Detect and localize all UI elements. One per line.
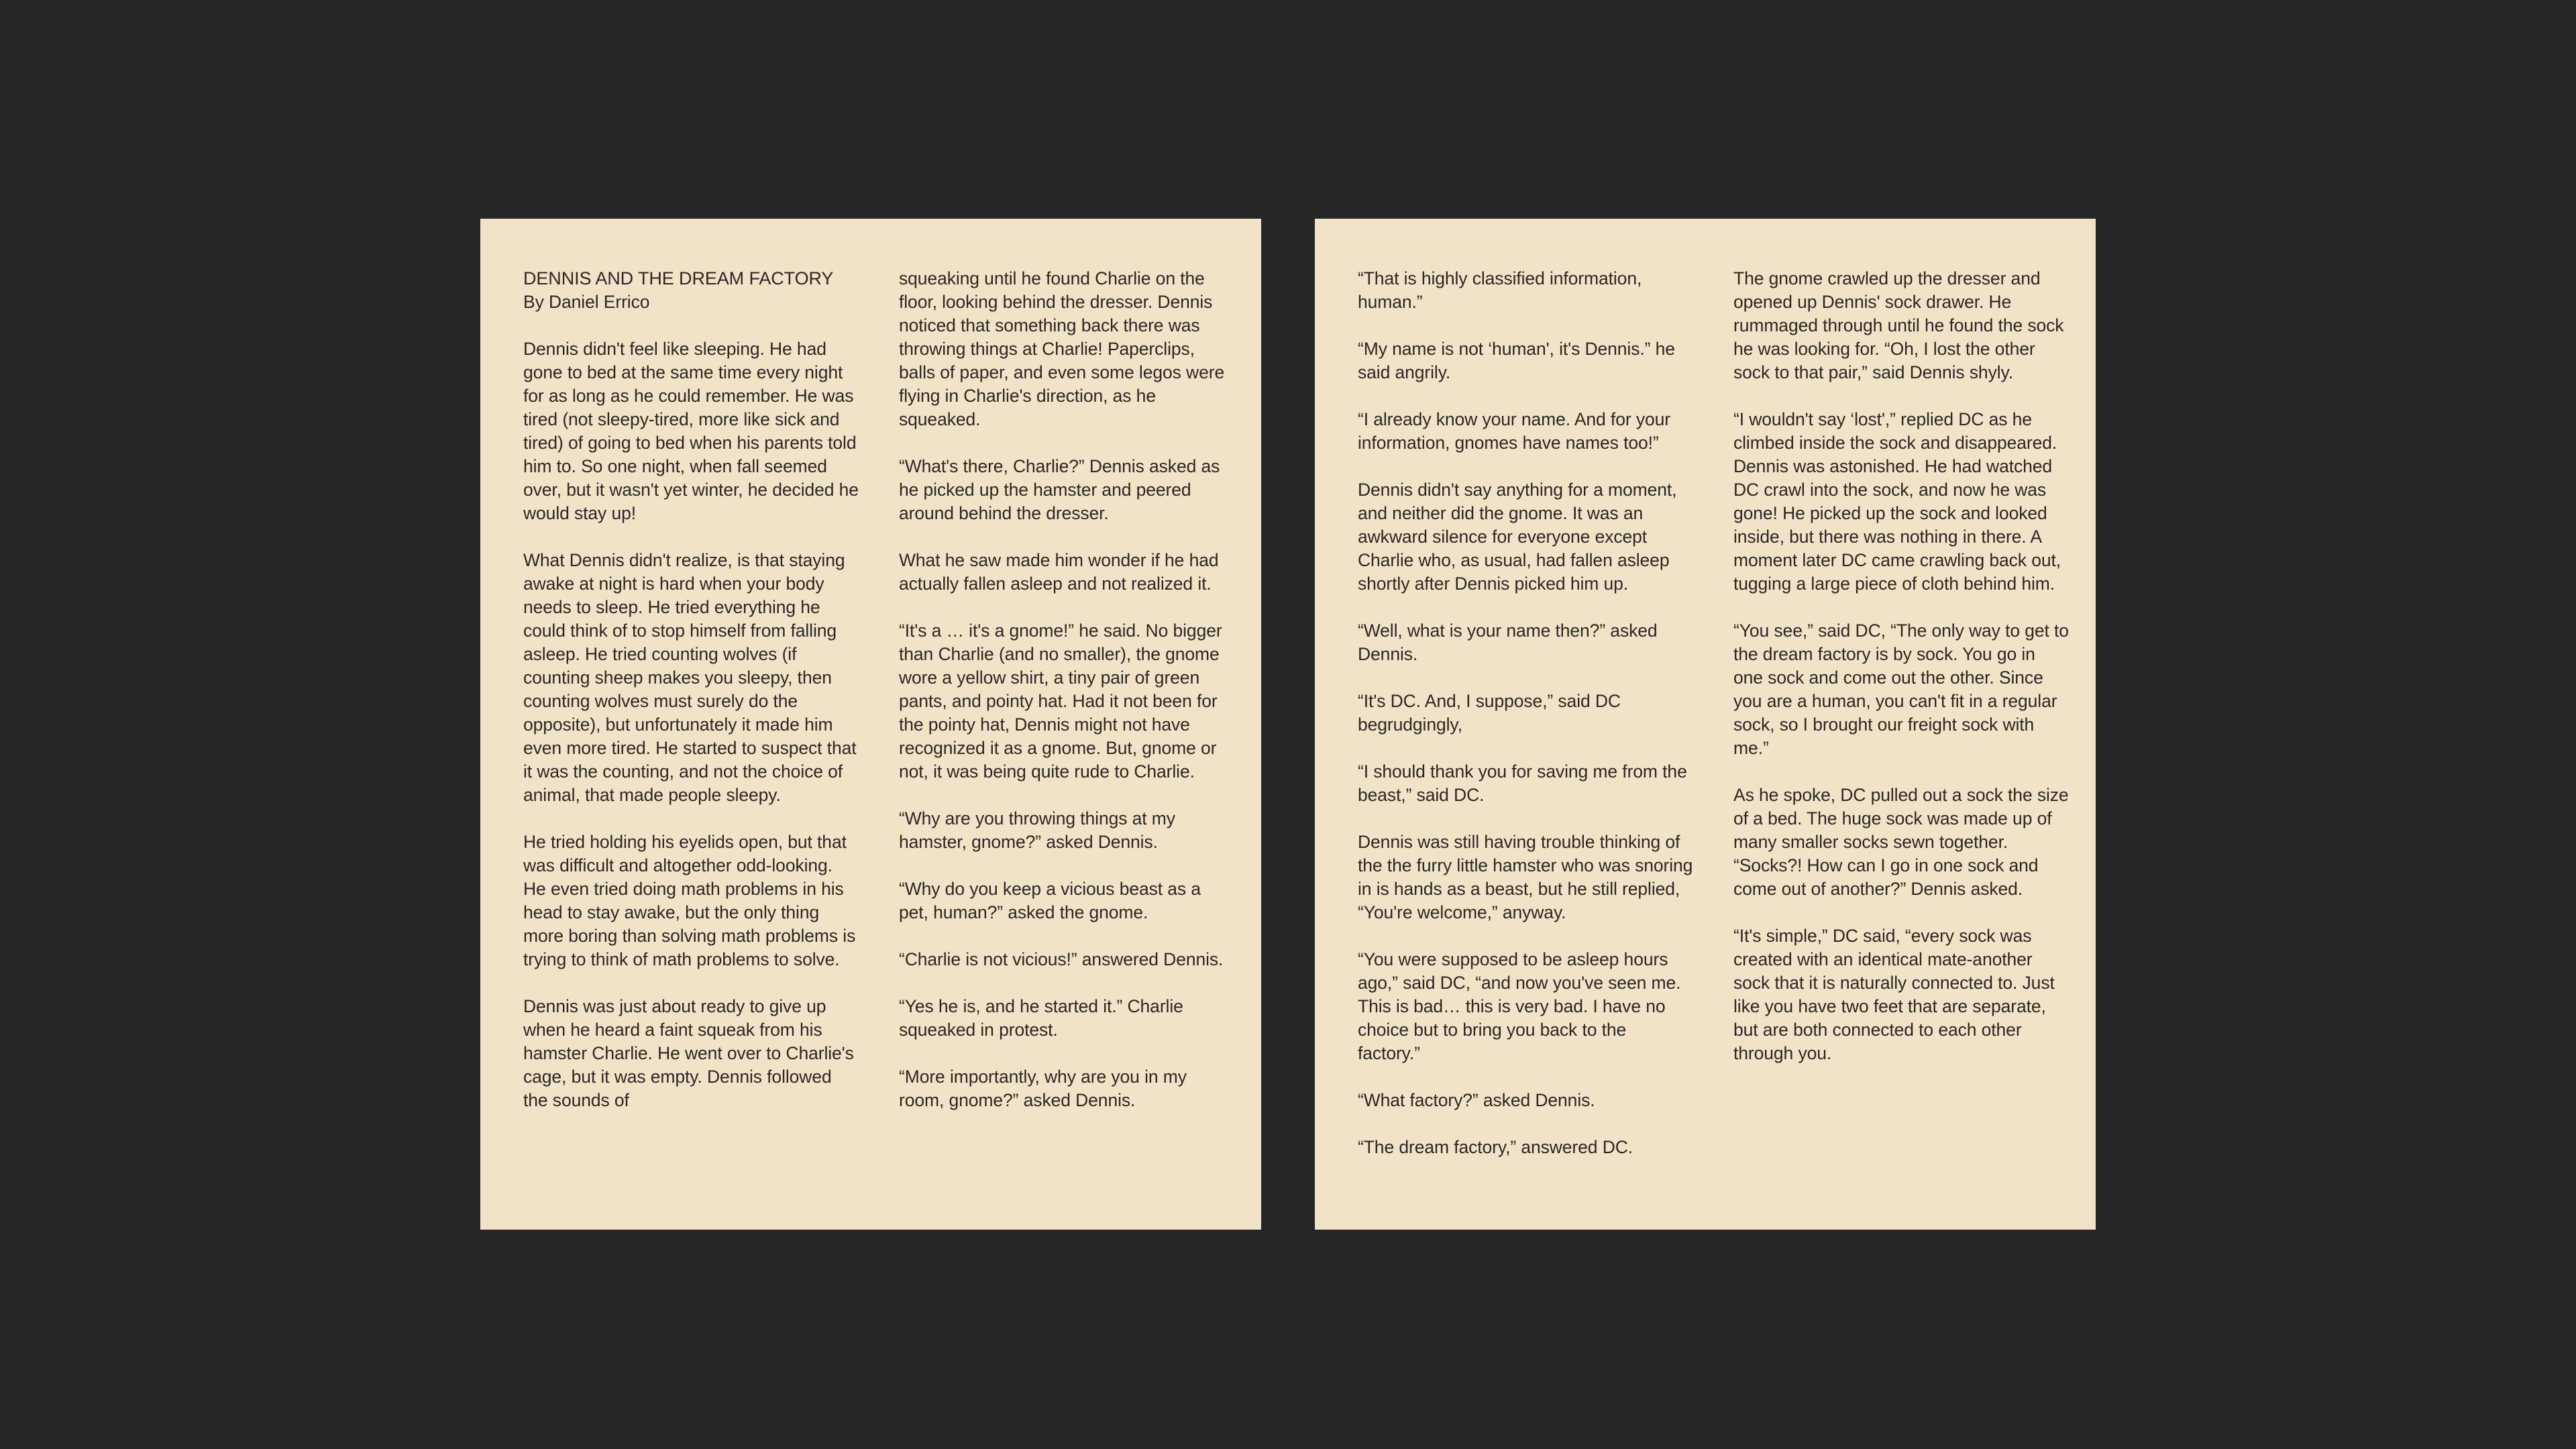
- paragraph: “I should thank you for saving me from the beast,” said DC.: [1358, 761, 1687, 805]
- paragraph: Dennis didn't feel like sleeping. He had gone to bed at the same time every night for as long as he could remember. He was tired (not sleepy-tired, more like sick and tired) of going to bed when his parents told him to. So one night, when fall seemed over, but it wasn't yet winter, he decided he would stay up!: [523, 339, 859, 523]
- paragraph: As he spoke, DC pulled out a sock the size of a bed. The huge sock was made up of many smaller socks sewn together. “Socks?! How can I go in one sock and come out of another?” Dennis asked.: [1733, 785, 2069, 899]
- page-right: [1315, 219, 2096, 1230]
- paragraph: “It's simple,” DC said, “every sock was created with an identical mate-another sock that it is naturally connected to. Just like you have two feet that are separate, but are both connected to each other through you.: [1733, 926, 2055, 1063]
- column-2: [899, 267, 1234, 1136]
- paragraph: Dennis was still having trouble thinking of the the furry little hamster who was snoring in is hands as a beast, but he still replied, “You're welcome,” anyway.: [1358, 832, 1693, 922]
- paragraph: “I already know your name. And for your information, gnomes have names too!”: [1358, 409, 1670, 453]
- page-left: [480, 219, 1261, 1230]
- paragraph: He tried holding his eyelids open, but that was difficult and altogether odd-looking. He even tried doing math problems in his head to stay awake, but the only thing more boring than solving math problems is trying to think of math problems to solve.: [523, 832, 856, 969]
- paragraph: The gnome crawled up the dresser and opened up Dennis' sock drawer. He rummaged through until he found the sock he was looking for. “Oh, I lost the other sock to that pair,” said Dennis shyly.: [1733, 268, 2064, 382]
- paragraph: “You see,” said DC, “The only way to get to the dream factory is by sock. You go in one sock and come out the other. Since you are a human, you can't fit in a regular sock, so I brought our freight sock with me.”: [1733, 621, 2069, 758]
- column-3: [1358, 267, 1693, 1183]
- paragraph: “More importantly, why are you in my room, gnome?” asked Dennis.: [899, 1067, 1187, 1110]
- story-byline: By Daniel Errico: [523, 292, 650, 312]
- column-1: [523, 267, 859, 1136]
- paragraph: squeaking until he found Charlie on the floor, looking behind the dresser. Dennis noticed that something back there was throwing things at Charlie! Paperclips, balls of paper, and even some legos were flying in Charlie's direction, as he squeaked.: [899, 268, 1225, 429]
- paragraph: What he saw made him wonder if he had actually fallen asleep and not realized it.: [899, 550, 1219, 594]
- paragraph: “That is highly classified information, human.”: [1358, 268, 1642, 312]
- paragraph: “You were supposed to be asleep hours ago,” said DC, “and now you've seen me. This is bad… this is very bad. I have no choice but to bring you back to the factory.”: [1358, 949, 1681, 1063]
- paragraph: “It's DC. And, I suppose,” said DC begrudgingly,: [1358, 691, 1621, 735]
- paragraph: “Well, what is your name then?” asked Dennis.: [1358, 621, 1658, 664]
- paragraph: “It's a … it's a gnome!” he said. No bigger than Charlie (and no smaller), the gnome wore a yellow shirt, a tiny pair of green pants, and pointy hat. Had it not been for the pointy hat, Dennis might not have recognized it as a gnome. But, gnome or not, it was being quite rude to Charlie.: [899, 621, 1222, 782]
- paragraph: “What's there, Charlie?” Dennis asked as he picked up the hamster and peered around behind the dresser.: [899, 456, 1220, 523]
- paragraph: What Dennis didn't realize, is that staying awake at night is hard when your body needs to sleep. He tried everything he could think of to stop himself from falling asleep. He tried counting wolves (if counting sheep makes you sleepy, then counting wolves must surely do the opposite), but unfortunately it made him even more tired. He started to suspect that it was the counting, and not the choice of animal, that made people sleepy.: [523, 550, 857, 805]
- paragraph: “What factory?” asked Dennis.: [1358, 1090, 1595, 1110]
- paragraph: Dennis didn't say anything for a moment, and neither did the gnome. It was an awkward silence for everyone except Charlie who, as usual, had fallen asleep shortly after Dennis picked him up.: [1358, 480, 1677, 594]
- paragraph: “My name is not ‘human', it's Dennis.” he said angrily.: [1358, 339, 1675, 382]
- paragraph: Dennis was just about ready to give up when he heard a faint squeak from his hamster Charlie. He went over to Charlie's cage, but it was empty. Dennis followed the sounds of: [523, 996, 854, 1110]
- paragraph: “Charlie is not vicious!” answered Dennis.: [899, 949, 1224, 969]
- paragraph: “I wouldn't say ‘lost',” replied DC as he climbed inside the sock and disappeared. Dennis was astonished. He had watched DC crawl into the sock, and now he was gone! He picked up the sock and looked inside, but there was nothing in there. A moment later DC came crawling back out, tugging a large piece of cloth behind him.: [1733, 409, 2061, 594]
- column-4: [1733, 267, 2069, 1089]
- paragraph: “Yes he is, and he started it.” Charlie squeaked in protest.: [899, 996, 1183, 1040]
- story-title: DENNIS AND THE DREAM FACTORY: [523, 268, 834, 288]
- paragraph: “Why do you keep a vicious beast as a pet, human?” asked the gnome.: [899, 879, 1201, 922]
- paragraph: “Why are you throwing things at my hamster, gnome?” asked Dennis.: [899, 808, 1175, 852]
- paragraph: “The dream factory,” answered DC.: [1358, 1137, 1633, 1157]
